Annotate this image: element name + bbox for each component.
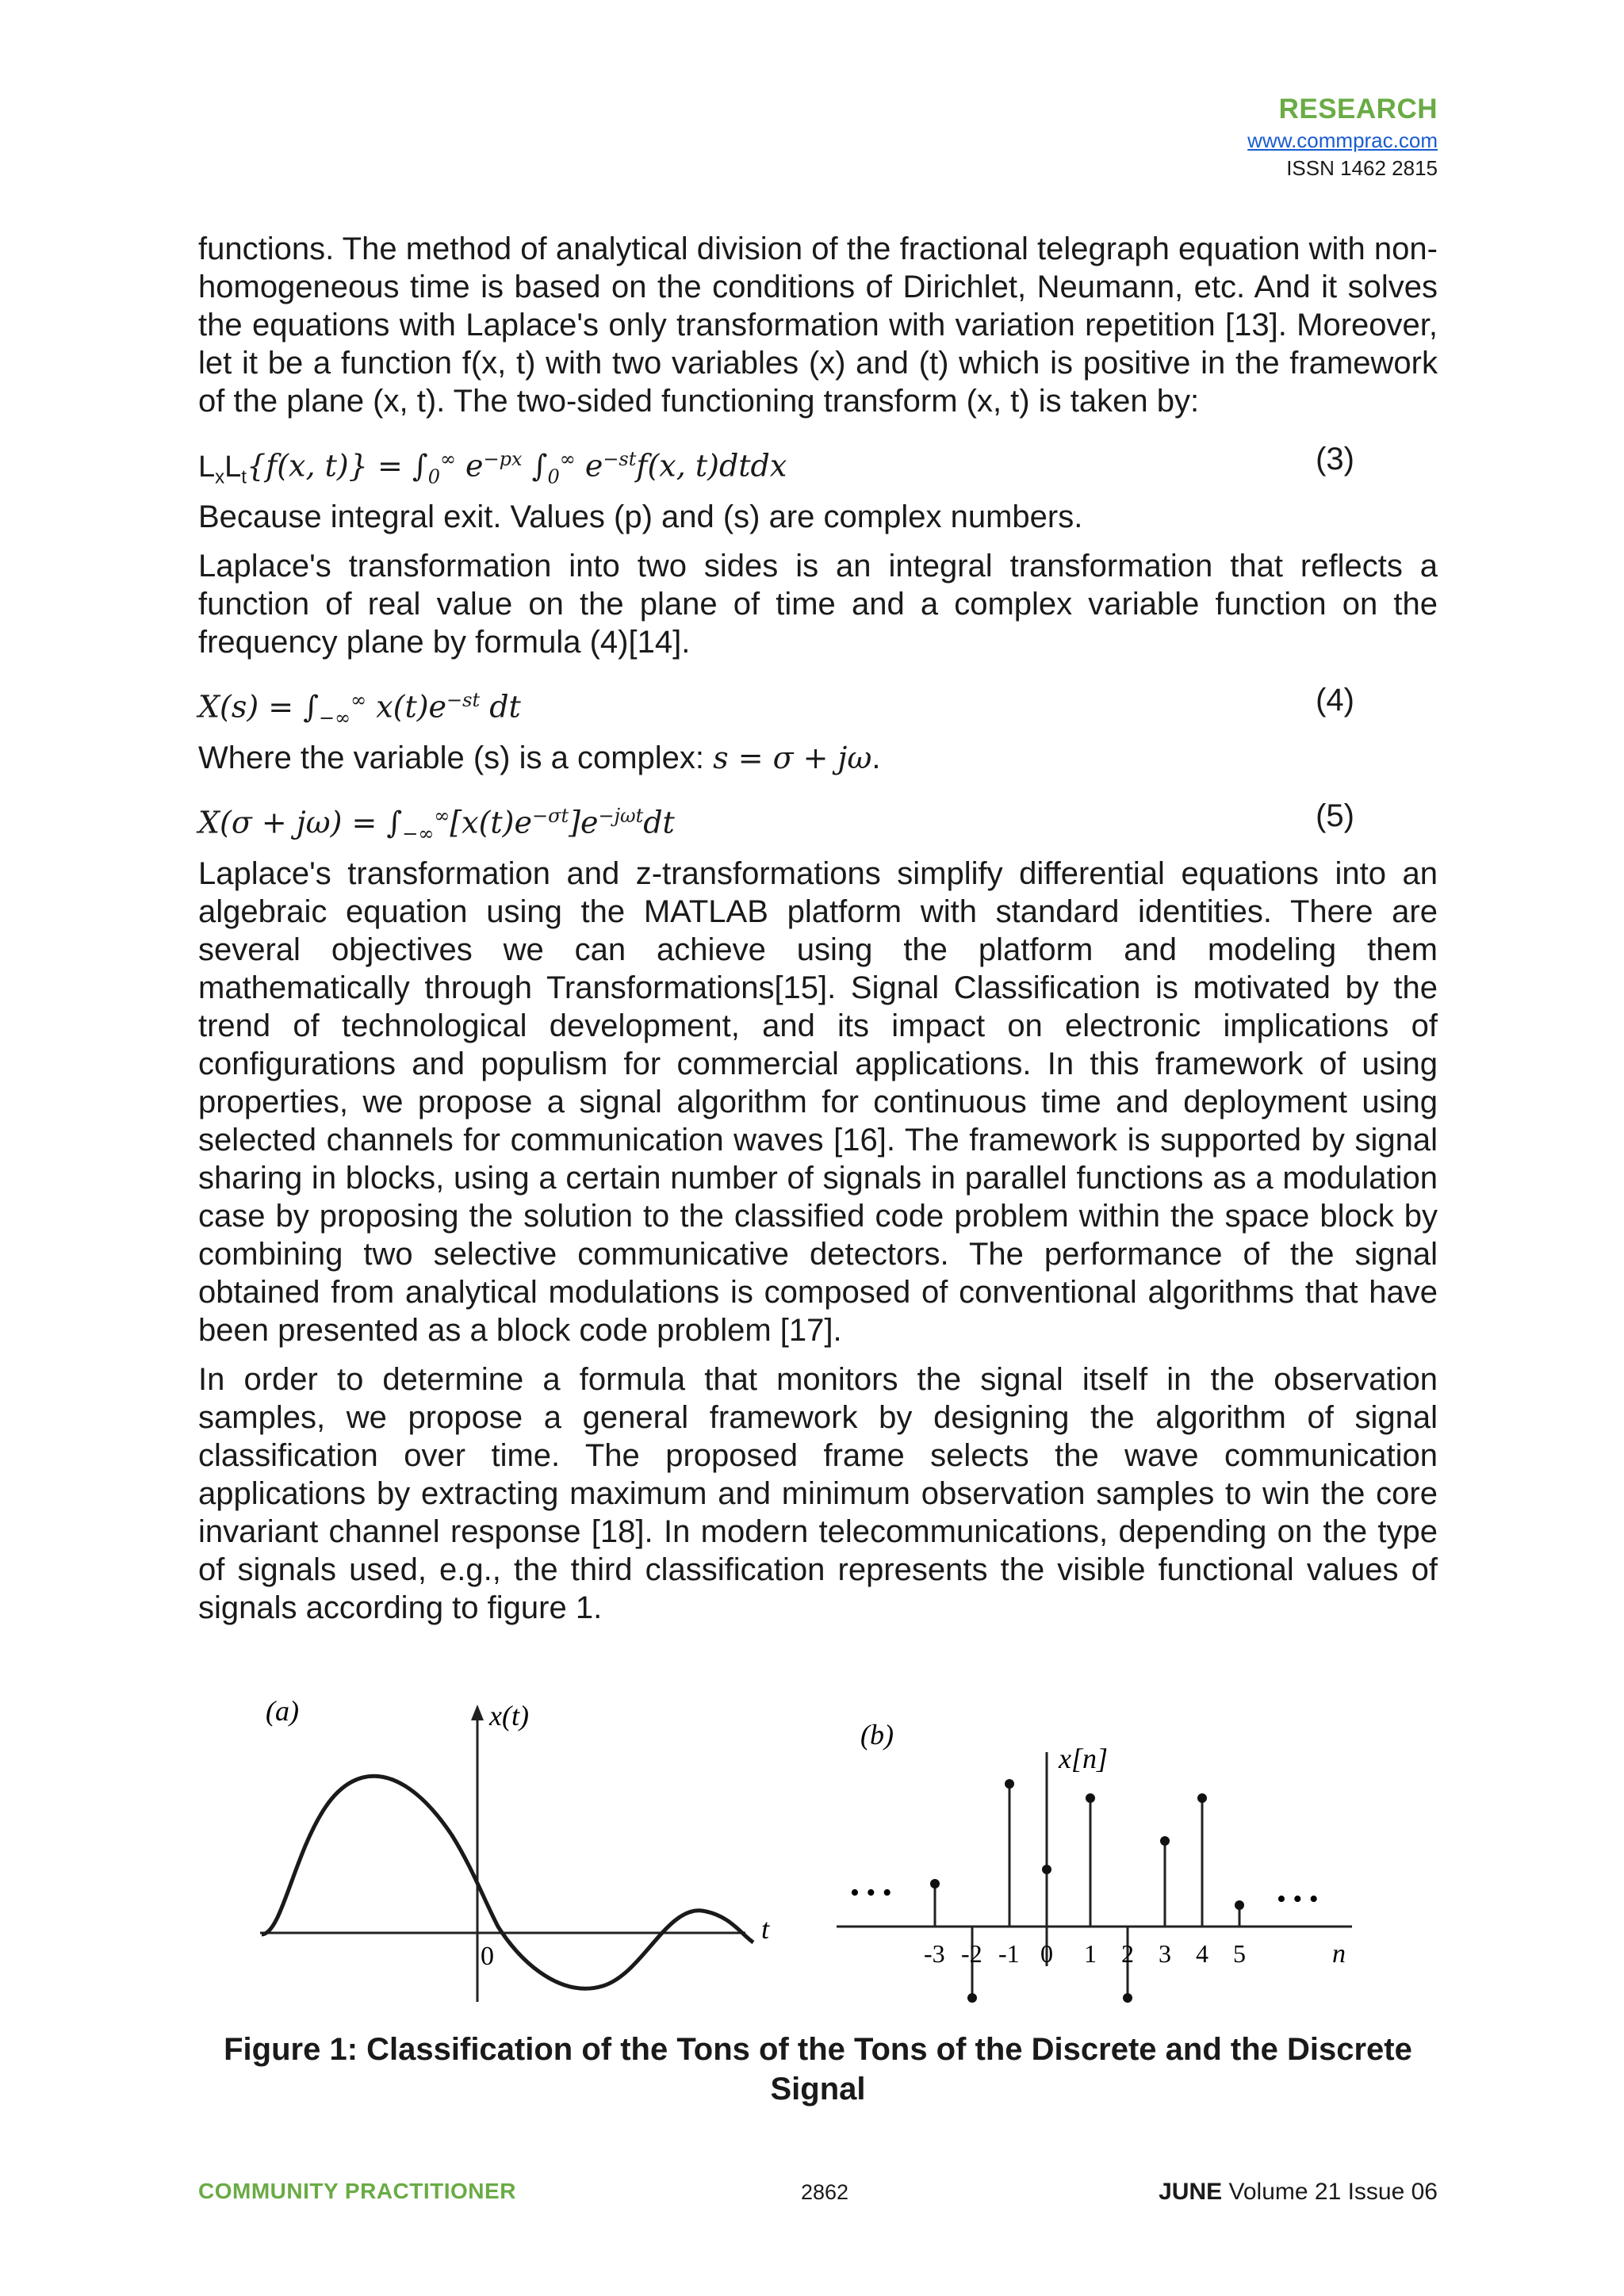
stem-point [930, 1879, 940, 1888]
panel-a-xlabel: t [761, 1913, 770, 1945]
panel-b-stems [930, 1779, 1244, 2003]
panel-a-y-arrow-icon [471, 1705, 484, 1720]
tick-label: 3 [1159, 1939, 1171, 1968]
panel-b-ylabel: x[n] [1059, 1743, 1108, 1774]
tick-label: 5 [1233, 1939, 1246, 1968]
panel-b-label: (b) [860, 1719, 894, 1751]
stem-point [1086, 1793, 1095, 1803]
tick-label: -1 [998, 1939, 1020, 1968]
equation-3-expression: $L_xL_t\{f(x$, $t)\} = \int_0^\infty$ $e^{-px}$ $\int_0^\infty$ $e^{-st}f(x$, t)dtdx [198, 448, 787, 488]
equation-5-number: (5) [1316, 798, 1354, 833]
paragraph-4-math: s = σ + jω [713, 740, 872, 775]
panel-a [260, 1697, 770, 2002]
stem-point [1197, 1793, 1207, 1803]
research-label: RESEARCH [1278, 94, 1438, 124]
tick-label: 2 [1121, 1939, 1134, 1968]
panel-b-xlabel: n [1332, 1939, 1346, 1969]
equation-3 [198, 431, 1438, 487]
tick-label: -2 [961, 1939, 982, 1968]
paragraph-1: functions. The method of analytical division of the fractional telegraph equation with non-homogeneous time is based on the conditions of Dirichlet, Neumann, etc. And it solves the equations with Laplace's only transformation with variation repetition [13]. Moreover, let it be a function f(x, t) with two variables (x) and (t) which is positive in the framework of the plane (x, t). The two-sided functioning transform (x, t) is taken by: [198, 232, 1438, 419]
stem-point [1160, 1836, 1170, 1846]
figure-caption: Figure 1: Classification of the Tons of the Tons of the Discrete and the Discrete Signal [224, 2032, 1412, 2107]
issn-label: ISSN 1462 2815 [1286, 156, 1438, 180]
panel-a-continuous-signal-curve [262, 1776, 753, 1988]
stem-point [1005, 1779, 1014, 1789]
equation-5 [198, 788, 1438, 844]
equation-3-number: (3) [1316, 442, 1354, 476]
panel-b-dots-left: • • • [850, 1878, 892, 1908]
footer-month: JUNE [1159, 2179, 1223, 2205]
article-body [198, 230, 1438, 1638]
paragraph-4-text: Where the variable (s) is a complex: [198, 740, 714, 775]
footer-journal-name: COMMUNITY PRACTITIONER [198, 2179, 516, 2203]
paragraph-2: Because integral exit. Values (p) and (s) are complex numbers. [198, 499, 1083, 534]
paragraph-4: Where the variable (s) is a complex: s = σ + jω. [198, 740, 881, 775]
panel-a-origin: 0 [481, 1942, 494, 1971]
panel-b-tick-labels [924, 1939, 1246, 1968]
panel-a-ylabel: x(t) [489, 1700, 529, 1732]
tick-label: 4 [1196, 1939, 1208, 1968]
equation-4-expression: $X(s) = \int_{-\infty}^\infty$ $x(t)e^{-st}$ dt [198, 689, 521, 729]
paragraph-3: Laplace's transformation into two sides is an integral transformation that reflects a function of real value on the plane of time and a complex variable function on the frequency plane by formula (4)[14]. [198, 549, 1438, 660]
panel-a-label: (a) [266, 1697, 299, 1727]
stem-point [1042, 1865, 1051, 1874]
panel-b [837, 1719, 1352, 2003]
footer-issue [1159, 2179, 1438, 2206]
equation-4-number: (4) [1316, 683, 1354, 718]
figure-1 [254, 1697, 1364, 2014]
paragraph-5: Laplace's transformation and z-transformations simplify differential equations into an algebraic equation using the MATLAB platform with standard identities. There are several objectives we can achieve using the platform and modeling them mathematically through Transformations[15]. Signal Classification is motivated by the trend of technological development, and its impact on electronic implications of configurations and populism for commercial applications. In this framework of using properties, we propose a signal algorithm for continuous time and deployment using selected channels for communication waves [16]. The framework is supported by signal sharing in blocks, using a certain number of signals in parallel functions as a modulation case by proposing the solution to the classified code problem within the space block by combining two selective communicative detectors. The performance of the signal obtained from analytical modulations is composed of conventional algorithms that have been presented as a block code problem [17]. [198, 856, 1438, 1348]
stem-point [967, 1993, 977, 2003]
tick-label: -3 [924, 1939, 945, 1968]
equation-5-expression: $X(\sigma + j\omega) = \int_{-\infty}^\infty[x(t)e^{-\sigma t}]e^{-j\omega t}dt$ [198, 805, 675, 845]
tick-label: 0 [1040, 1939, 1053, 1968]
footer-page-number: 2862 [801, 2180, 849, 2204]
panel-b-dots-right: • • • [1277, 1885, 1319, 1914]
tick-label: 1 [1084, 1939, 1097, 1968]
paragraph-6: In order to determine a formula that monitors the signal itself in the observation samples, we propose a general framework by designing the algorithm of signal classification over time. The proposed frame selects the wave communication applications by extracting maximum and minimum observation samples to win the core invariant channel response [18]. In modern telecommunications, depending on the type of signals used, e.g., the third classification represents the visible functional values of signals according to figure 1. [198, 1362, 1438, 1625]
footer-volume: Volume 21 Issue 06 [1228, 2179, 1438, 2205]
stem-point [1235, 1900, 1244, 1910]
journal-url-link[interactable]: www.commprac.com [1247, 128, 1438, 152]
equation-4 [198, 672, 1438, 728]
page-header [1247, 94, 1438, 181]
stem-point [1123, 1993, 1132, 2003]
